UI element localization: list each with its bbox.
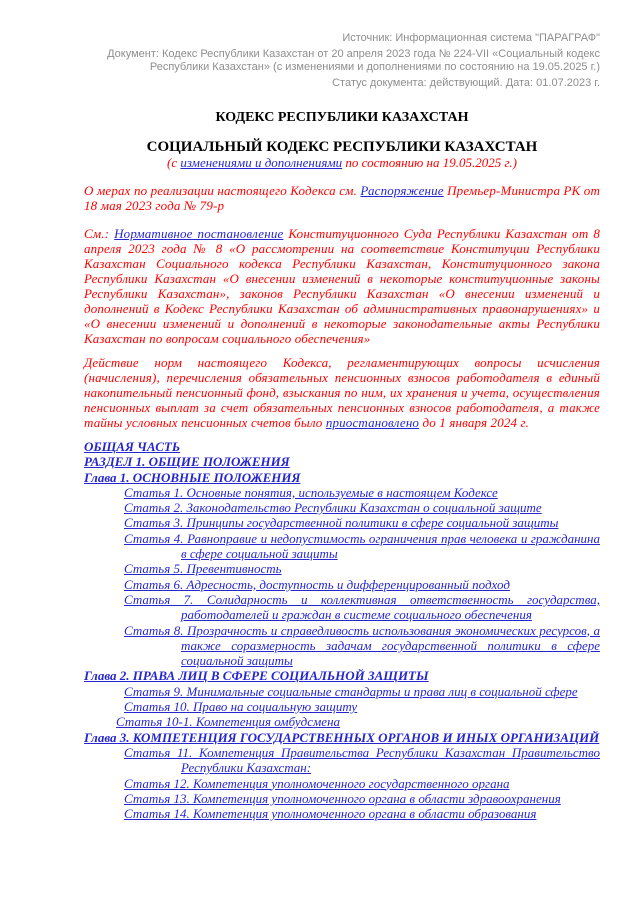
toc-item-article	[124, 623, 600, 669]
toc-link[interactable]: Статья 12. Компетенция уполномоченного государственного органа	[124, 775, 510, 791]
note-text: См.:	[84, 226, 115, 241]
toc-item-article	[124, 577, 600, 592]
note-paragraph	[84, 226, 600, 346]
toc-item-article	[124, 592, 600, 623]
note-text: до 1 января 2024 г.	[419, 415, 529, 430]
toc-item-chapter	[84, 470, 600, 485]
toc-item-article	[124, 776, 600, 791]
toc-item-part	[84, 439, 600, 454]
toc-link[interactable]: Статья 11. Компетенция Правительства Республики Казахстан Правительство Республики Казахстан:	[124, 744, 600, 776]
meta-document-line: Документ: Кодекс Республики Казахстан от 20 апреля 2023 года № 224-VII «Социальный кодекс Республики Казахстан» (с изменениями и дополнениями по состоянию на 19.05.2025 г.)	[107, 47, 600, 73]
revision-prefix: (с	[167, 155, 181, 170]
toc-link[interactable]: Глава 3. КОМПЕТЕНЦИЯ ГОСУДАРСТВЕННЫХ ОРГАНОВ И ИНЫХ ОРГАНИЗАЦИЙ	[84, 729, 600, 745]
code-title: КОДЕКС РЕСПУБЛИКИ КАЗАХСТАН	[215, 110, 469, 125]
toc-item-part	[84, 454, 600, 469]
note-text: Действие норм настоящего Кодекса, регламентирующих вопросы исчисления (начисления), перечисления обязательных пенсионных взносов работодателя в единый накопительный пенсионный фонд, взыскания по ним, их хранения и учета, осуществления пенсионных выплат за счет обязательных пенсионных взносов работодателя, а также тайны условных пенсионных счетов было	[84, 355, 600, 430]
toc-item-article	[124, 561, 600, 576]
toc-link[interactable]: Статья 8. Прозрачность и справедливость использования экономических ресурсов, а также соразмерность задачам государственной политики в сфере социальной защиты	[124, 622, 600, 669]
note-text: Премьер-Министра РК от 18 мая 2023 года № 79-р	[84, 183, 600, 213]
amendments-link[interactable]: изменениями и дополнениями	[180, 155, 343, 170]
toc-link[interactable]: Статья 10-1. Компетенция омбудсмена	[116, 714, 341, 730]
toc-link[interactable]: Статья 4. Равноправие и недопустимость ограничения прав человека и гражданина в сфере социальной защиты	[124, 530, 600, 562]
toc-link[interactable]: РАЗДЕЛ 1. ОБЩИЕ ПОЛОЖЕНИЯ	[84, 454, 290, 470]
revision-note	[84, 155, 600, 170]
toc-item-article	[124, 531, 600, 562]
revision-suffix: по состоянию на 19.05.2025 г.)	[342, 155, 517, 170]
toc-link[interactable]: Статья 7. Солидарность и коллективная ответственность государства, работодателей и граждан в системе социального обеспечения	[124, 591, 600, 623]
toc-link[interactable]: Статья 14. Компетенция уполномоченного органа в области образования	[124, 806, 537, 822]
inline-link[interactable]: приостановлено	[325, 415, 420, 430]
toc-item-article-alt	[116, 714, 600, 729]
toc-link[interactable]: Статья 2. Законодательство Республики Казахстан о социальной защите	[124, 500, 542, 516]
document-title: СОЦИАЛЬНЫЙ КОДЕКС РЕСПУБЛИКИ КАЗАХСТАН	[146, 139, 538, 155]
toc-link[interactable]: ОБЩАЯ ЧАСТЬ	[84, 439, 181, 454]
toc-item-article	[124, 500, 600, 515]
toc-link[interactable]: Статья 3. Принципы государственной политики в сфере социальной защиты	[124, 515, 559, 531]
toc-link[interactable]: Глава 1. ОСНОВНЫЕ ПОЛОЖЕНИЯ	[84, 469, 301, 485]
toc-link[interactable]: Глава 2. ПРАВА ЛИЦ В СФЕРЕ СОЦИАЛЬНОЙ ЗАЩИТЫ	[84, 668, 429, 684]
toc-item-article	[124, 684, 600, 699]
toc-link[interactable]: Статья 1. Основные понятия, используемые в настоящем Кодексе	[124, 484, 498, 500]
toc-item-article	[124, 515, 600, 530]
meta-status-line: Статус документа: действующий. Дата: 01.07.2023 г.	[332, 76, 600, 89]
toc-item-chapter	[84, 668, 600, 683]
note-paragraph	[84, 355, 600, 430]
toc-link[interactable]: Статья 5. Превентивность	[124, 561, 282, 577]
note-paragraph	[84, 183, 600, 213]
meta-source-line: Источник: Информационная система "ПАРАГРАФ"	[342, 32, 600, 44]
toc-link[interactable]: Статья 13. Компетенция уполномоченного органа в области здравоохранения	[124, 790, 561, 806]
toc-link[interactable]: Статья 9. Минимальные социальные стандарты и права лиц в социальной сфере	[124, 683, 578, 699]
toc-item-article	[124, 791, 600, 806]
toc-link[interactable]: Статья 6. Адресность, доступность и дифференцированный подход	[124, 576, 510, 592]
toc-item-article	[124, 699, 600, 714]
document-meta	[84, 32, 600, 90]
toc-item-article	[124, 485, 600, 500]
inline-link[interactable]: Нормативное постановление	[114, 226, 284, 241]
inline-link[interactable]: Распоряжение	[360, 183, 444, 198]
note-text: Конституционного Суда Республики Казахстан от 8 апреля 2023 года № 8 «О рассмотрении на соответствие Конституции Республики Казахстан Социального кодекса Республики Казахстан, Конституционного закона Республики Казахстан «О внесении изменений в некоторые конституционные законы Республики Казахстан», законов Республики Казахстан «О внесении изменений и дополнений в Кодекс Республики Казахстан об административных правонарушениях» и «О внесении изменений и дополнений в некоторые законодательные акты Республики Казахстан по вопросам социального обеспечения»	[84, 226, 601, 346]
toc-item-article	[124, 745, 600, 776]
toc-link[interactable]: Статья 10. Право на социальную защиту	[124, 699, 358, 715]
toc-item-article	[124, 806, 600, 821]
note-text: О мерах по реализации настоящего Кодекса см.	[84, 183, 361, 198]
editorial-notes	[84, 183, 600, 430]
table-of-contents	[84, 439, 600, 821]
toc-item-chapter	[84, 730, 600, 745]
